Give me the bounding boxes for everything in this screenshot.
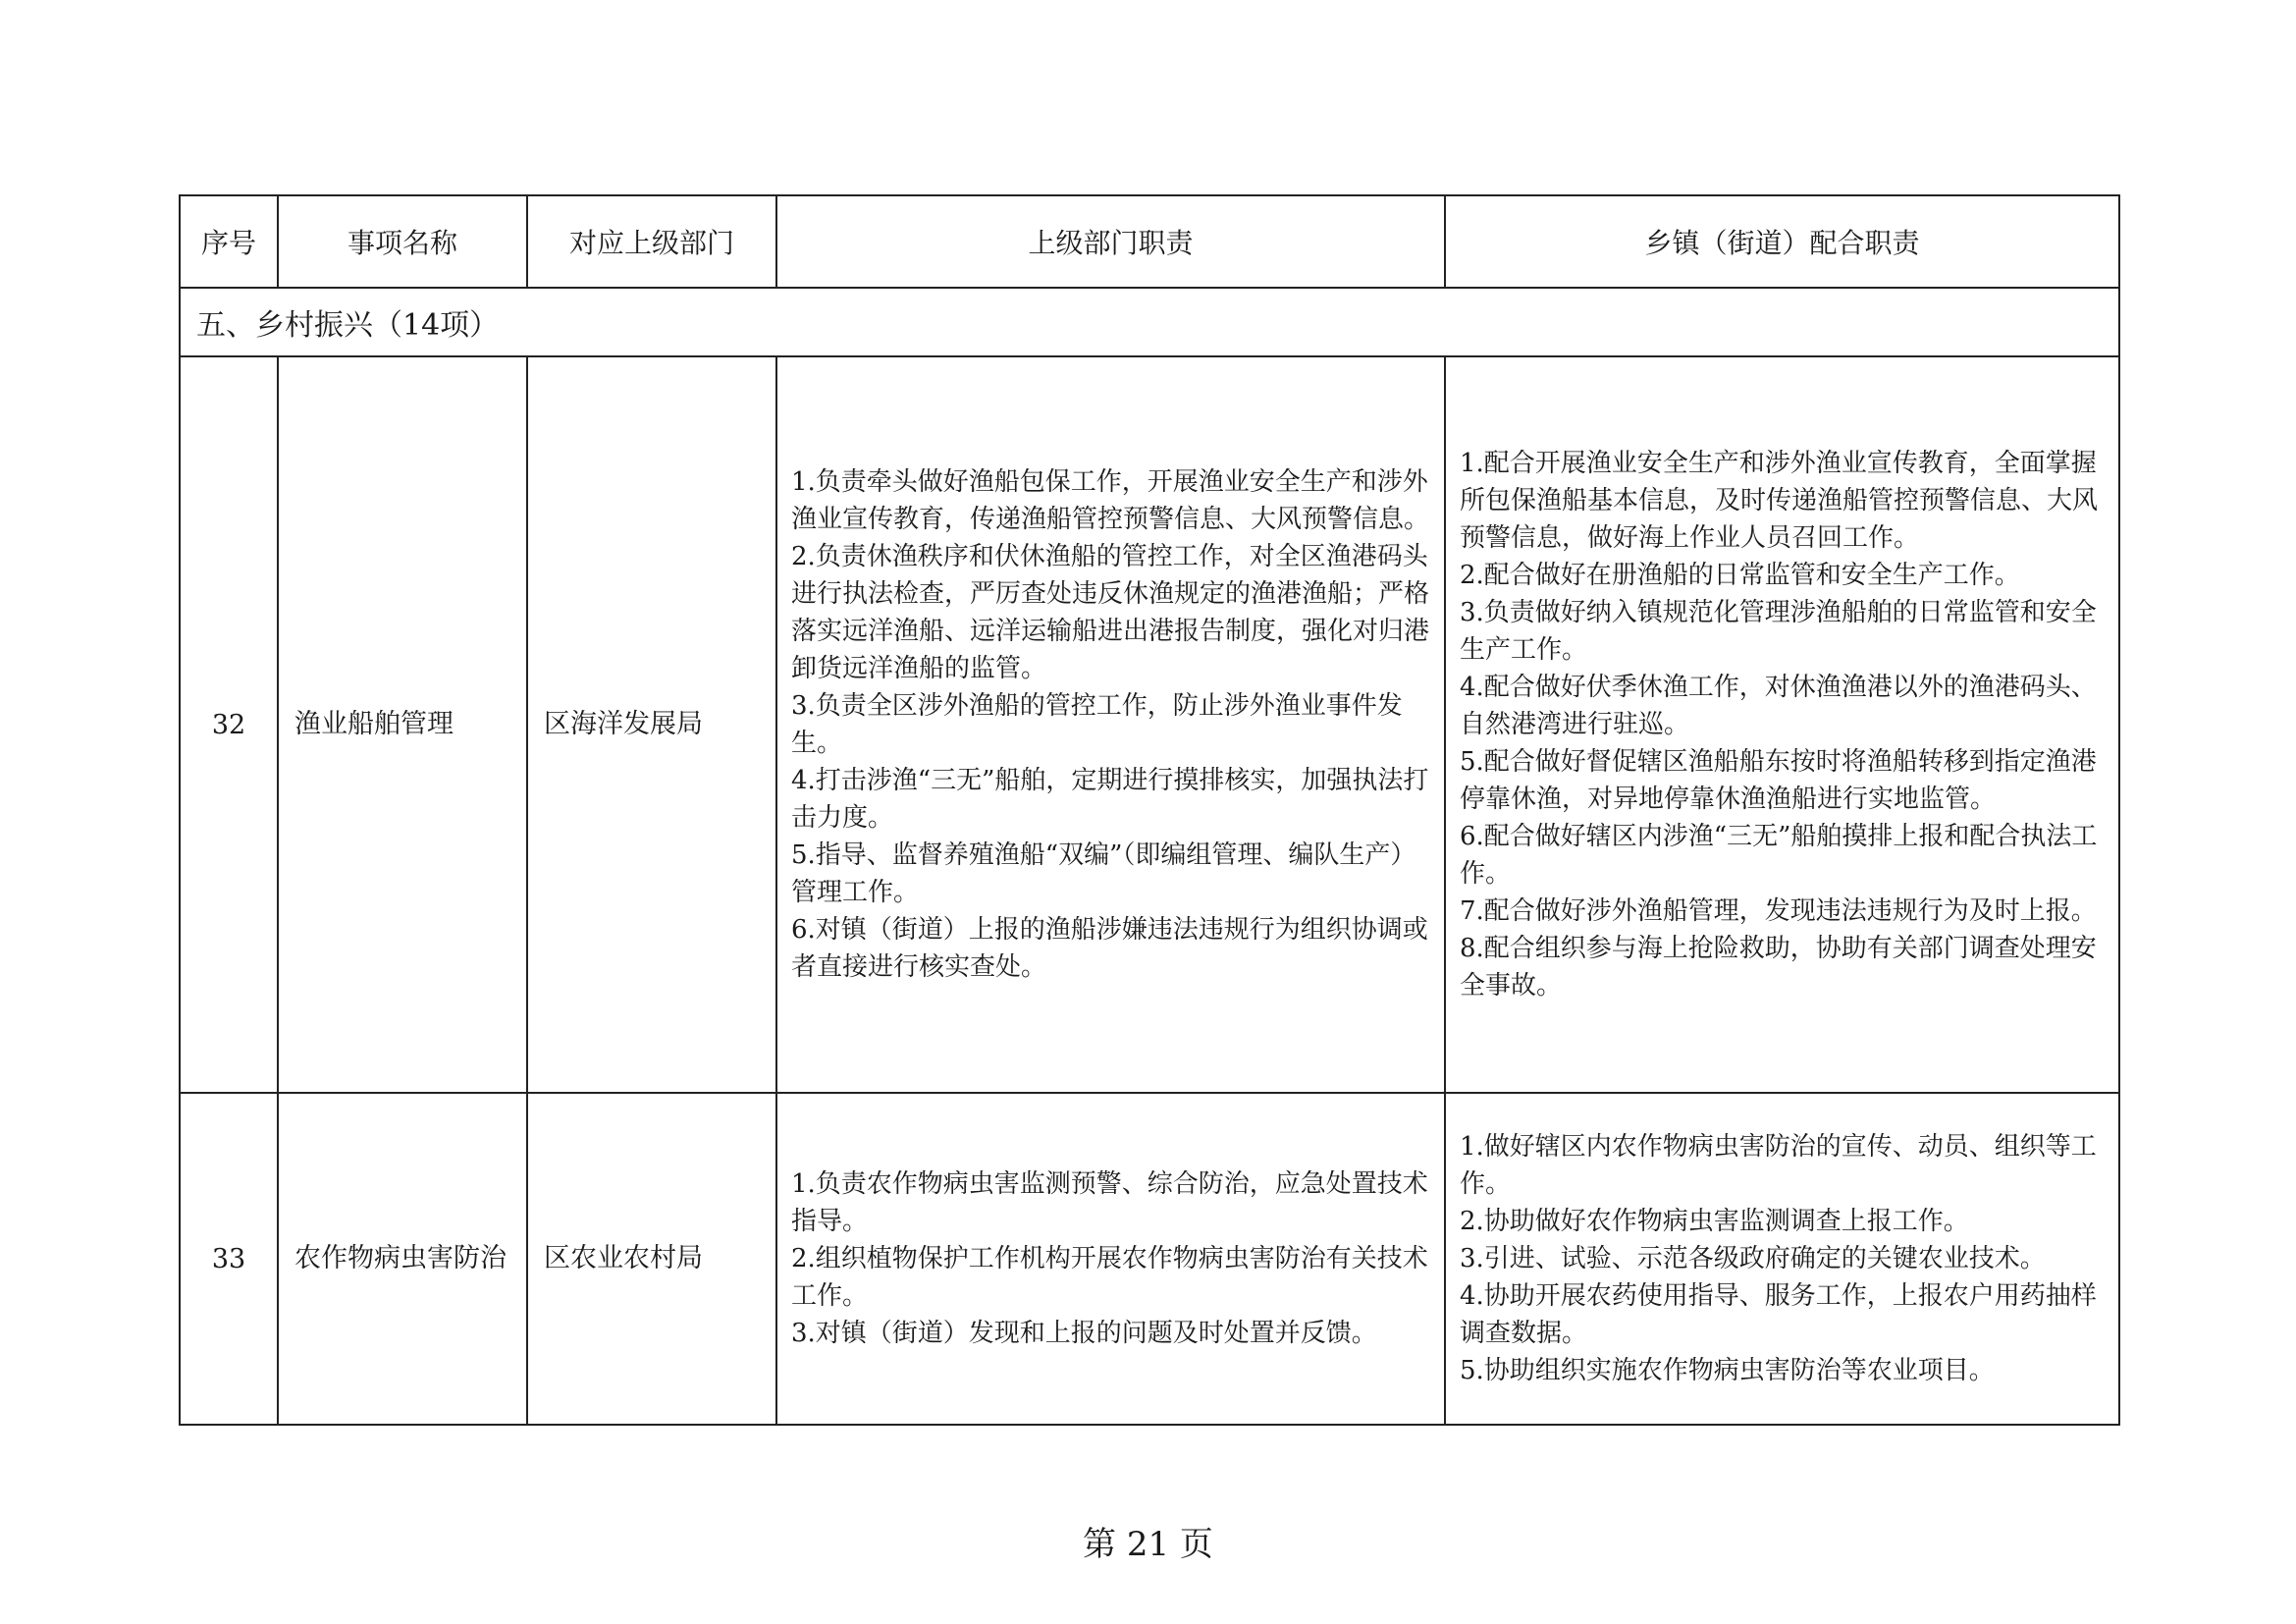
header-upper-duties: 上级部门职责 [776,195,1445,288]
duty-item: 5.协助组织实施农作物病虫害防治等农业项目。 [1460,1356,1995,1385]
row-town-duties [1445,356,2119,1093]
section-row [180,288,2119,356]
duty-item: 2.组织植物保护工作机构开展农作物病虫害防治有关技术工作。 [791,1244,1428,1311]
duty-item: 2.配合做好在册渔船的日常监管和安全生产工作。 [1460,561,2020,590]
row-number: 32 [180,356,278,1093]
table-row [180,1093,2119,1425]
duty-item: 3.引进、试验、示范各级政府确定的关键农业技术。 [1460,1244,2046,1273]
row-upper-dept: 区海洋发展局 [527,356,776,1093]
responsibility-table-container [179,194,2118,1426]
duty-item: 1.做好辖区内农作物病虫害防治的宣传、动员、组织等工作。 [1460,1132,2097,1199]
responsibility-table [179,194,2120,1426]
table-row [180,356,2119,1093]
duty-item: 3.负责做好纳入镇规范化管理涉渔船舶的日常监管和安全生产工作。 [1460,598,2097,665]
duty-item: 1.配合开展渔业安全生产和涉外渔业宣传教育，全面掌握所包保渔船基本信息，及时传递渔船管控预警信息、大风预警信息，做好海上作业人员召回工作。 [1460,449,2099,553]
duty-item: 4.配合做好伏季休渔工作，对休渔渔港以外的渔港码头、自然港湾进行驻巡。 [1460,673,2097,739]
page-number: 第 21 页 [1083,1525,1213,1564]
row-upper-duties [776,1093,1445,1425]
row-upper-duties [776,356,1445,1093]
section-title: 五、乡村振兴（14项） [180,288,2119,356]
header-num: 序号 [180,195,278,288]
duty-item: 4.打击涉渔“三无”船舶，定期进行摸排核实，加强执法打击力度。 [791,766,1429,833]
duty-item: 5.配合做好督促辖区渔船船东按时将渔船转移到指定渔港停靠休渔，对异地停靠休渔渔船进行实地监管。 [1460,747,2097,814]
duty-item: 3.负责全区涉外渔船的管控工作，防止涉外渔业事件发生。 [791,691,1403,758]
row-town-duties [1445,1093,2119,1425]
duty-item: 1.负责牵头做好渔船包保工作，开展渔业安全生产和涉外渔业宣传教育，传递渔船管控预警信息、大风预警信息。 [791,467,1430,534]
duty-item: 4.协助开展农药使用指导、服务工作，上报农户用药抽样调查数据。 [1460,1281,2097,1348]
duty-item: 5.指导、监督养殖渔船“双编”（即编组管理、编队生产）管理工作。 [791,840,1416,907]
duty-item: 7.配合做好涉外渔船管理，发现违法违规行为及时上报。 [1460,896,2097,926]
header-upper-dept: 对应上级部门 [527,195,776,288]
header-town-duties: 乡镇（街道）配合职责 [1445,195,2119,288]
row-item-name: 渔业船舶管理 [278,356,527,1093]
duty-item: 6.配合做好辖区内涉渔“三无”船舶摸排上报和配合执法工作。 [1460,822,2098,889]
duty-item: 2.负责休渔秩序和伏休渔船的管控工作，对全区渔港码头进行执法检查，严厉查处违反休渔规定的渔港渔船；严格落实远洋渔船、远洋运输船进出港报告制度，强化对归港卸货远洋渔船的监管。 [791,542,1430,683]
row-number: 33 [180,1093,278,1425]
duty-item: 6.对镇（街道）上报的渔船涉嫌违法违规行为组织协调或者直接进行核实查处。 [791,915,1428,982]
duty-item: 3.对镇（街道）发现和上报的问题及时处置并反馈。 [791,1319,1377,1348]
duty-item: 8.配合组织参与海上抢险救助，协助有关部门调查处理安全事故。 [1460,934,2097,1001]
table-header-row [180,195,2119,288]
row-item-name: 农作物病虫害防治 [278,1093,527,1425]
duty-item: 2.协助做好农作物病虫害监测调查上报工作。 [1460,1207,1969,1236]
row-upper-dept: 区农业农村局 [527,1093,776,1425]
duty-item: 1.负责农作物病虫害监测预警、综合防治，应急处置技术指导。 [791,1169,1428,1236]
header-item-name: 事项名称 [278,195,527,288]
